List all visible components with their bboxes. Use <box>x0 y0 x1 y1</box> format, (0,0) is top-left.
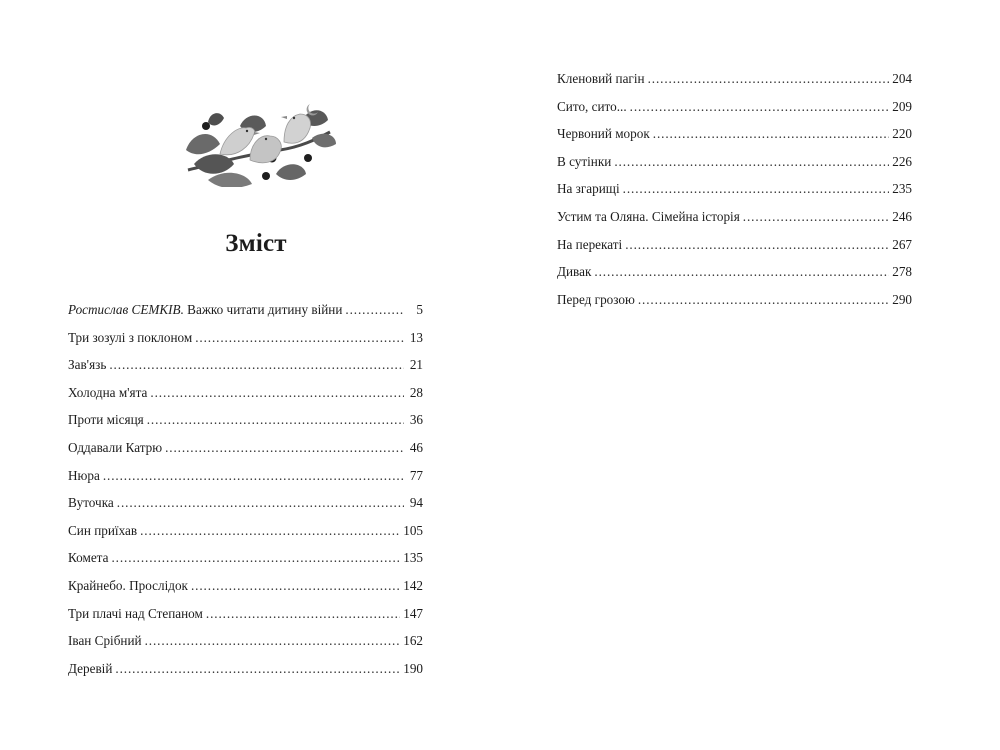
toc-entry[interactable] <box>557 179 912 207</box>
entry-page-number: 21 <box>409 357 423 373</box>
entry-author: Ростислав СЕМКІВ. <box>68 302 184 317</box>
dot-leader <box>145 631 401 651</box>
entry-page-number: 142 <box>403 577 423 593</box>
toc-entry[interactable] <box>557 290 912 318</box>
dot-leader <box>345 300 404 320</box>
entry-title: Важко читати дитину війни <box>183 302 343 317</box>
toc-entry[interactable] <box>68 383 423 411</box>
entry-title: На згарищі <box>557 181 620 197</box>
dot-leader <box>115 659 400 679</box>
entry-page-number: 220 <box>892 126 912 142</box>
entry-page-number: 5 <box>416 302 423 317</box>
entry-title: Проти місяця <box>68 412 144 428</box>
entry-title: Нюра <box>68 467 100 483</box>
toc-entry[interactable] <box>557 262 912 290</box>
entry-title: Кленовий пагін <box>557 71 645 86</box>
entry-page-number: 209 <box>892 98 912 114</box>
entry-page-number: 290 <box>892 291 912 307</box>
dot-leader <box>630 97 890 117</box>
entry-title: Деревій <box>68 660 113 676</box>
entry-page-number: 28 <box>409 384 423 400</box>
toc-entry[interactable] <box>557 97 912 125</box>
toc-list-left <box>68 300 423 686</box>
toc-entry[interactable] <box>557 69 912 97</box>
dot-leader <box>147 410 404 430</box>
toc-entry[interactable] <box>68 576 423 604</box>
dot-leader <box>648 69 890 89</box>
entry-page-number: 77 <box>409 467 423 483</box>
entry-page-number: 105 <box>403 522 423 538</box>
dot-leader <box>653 124 889 144</box>
entry-title: На перекаті <box>557 236 623 252</box>
dot-leader <box>191 576 400 596</box>
dot-leader <box>623 179 890 199</box>
dot-leader <box>594 262 889 282</box>
dot-leader <box>638 290 889 310</box>
toc-entry[interactable] <box>557 235 912 263</box>
entry-title: Три плачі над Степаном <box>68 605 203 621</box>
toc-entry[interactable] <box>557 207 912 235</box>
entry-title: Крайнебо. Прослідок <box>68 577 188 593</box>
entry-title: В сутінки <box>557 153 612 169</box>
toc-entry[interactable] <box>68 631 423 659</box>
toc-entry[interactable] <box>68 410 423 438</box>
dot-leader <box>103 466 404 486</box>
entry-title: Іван Срібний <box>68 633 142 649</box>
entry-page-number: 162 <box>403 633 423 649</box>
dot-leader <box>109 355 404 375</box>
entry-title: Вуточка <box>68 495 114 511</box>
dot-leader <box>743 207 889 227</box>
entry-title: Зав'язь <box>68 357 107 373</box>
dot-leader <box>625 235 889 255</box>
toc-entry[interactable] <box>68 355 423 383</box>
toc-entry[interactable] <box>68 438 423 466</box>
dot-leader <box>140 521 400 541</box>
dot-leader <box>111 548 400 568</box>
toc-entry[interactable] <box>68 548 423 576</box>
dot-leader <box>195 328 404 348</box>
entry-title: Червоний морок <box>557 126 650 142</box>
entry-page-number: 147 <box>403 605 423 621</box>
entry-page-number: 246 <box>892 208 912 224</box>
toc-entry[interactable] <box>68 659 423 687</box>
entry-title: Комета <box>68 550 109 566</box>
toc-entry[interactable] <box>68 521 423 549</box>
entry-page-number: 13 <box>409 329 423 345</box>
toc-entry[interactable] <box>68 466 423 494</box>
entry-page-number: 190 <box>403 660 423 676</box>
right-page <box>500 0 1000 750</box>
dot-leader <box>165 438 404 458</box>
page-title: Зміст <box>225 230 287 257</box>
entry-page-number: 278 <box>892 264 912 280</box>
entry-title: Дивак <box>557 264 592 280</box>
toc-entry[interactable] <box>557 152 912 180</box>
entry-page-number: 46 <box>409 439 423 455</box>
entry-title: Устим та Оляна. Сімейна історія <box>557 208 740 224</box>
toc-entry[interactable] <box>68 328 423 356</box>
entry-page-number: 235 <box>892 181 912 197</box>
toc-list-right <box>557 69 912 317</box>
dot-leader <box>150 383 404 403</box>
toc-entry[interactable] <box>68 300 423 328</box>
entry-title: Три зозулі з поклоном <box>68 329 193 345</box>
toc-entry[interactable] <box>557 124 912 152</box>
entry-page-number: 36 <box>409 412 423 428</box>
entry-page-number: 135 <box>403 550 423 566</box>
dot-leader <box>117 493 404 513</box>
entry-page-number: 204 <box>892 71 912 86</box>
entry-title: Перед грозою <box>557 291 635 307</box>
toc-entry[interactable] <box>68 493 423 521</box>
entry-page-number: 94 <box>409 495 423 511</box>
dot-leader <box>206 604 400 624</box>
entry-title: Оддавали Катрю <box>68 439 163 455</box>
entry-title: Холодна м'ята <box>68 384 148 400</box>
entry-page-number: 267 <box>892 236 912 252</box>
entry-title: Син приїхав <box>68 522 138 538</box>
toc-entry[interactable] <box>68 604 423 632</box>
dot-leader <box>614 152 889 172</box>
entry-page-number: 226 <box>892 153 912 169</box>
birds-on-branch-icon <box>180 92 340 187</box>
entry-title: Сито, сито... <box>557 98 627 114</box>
